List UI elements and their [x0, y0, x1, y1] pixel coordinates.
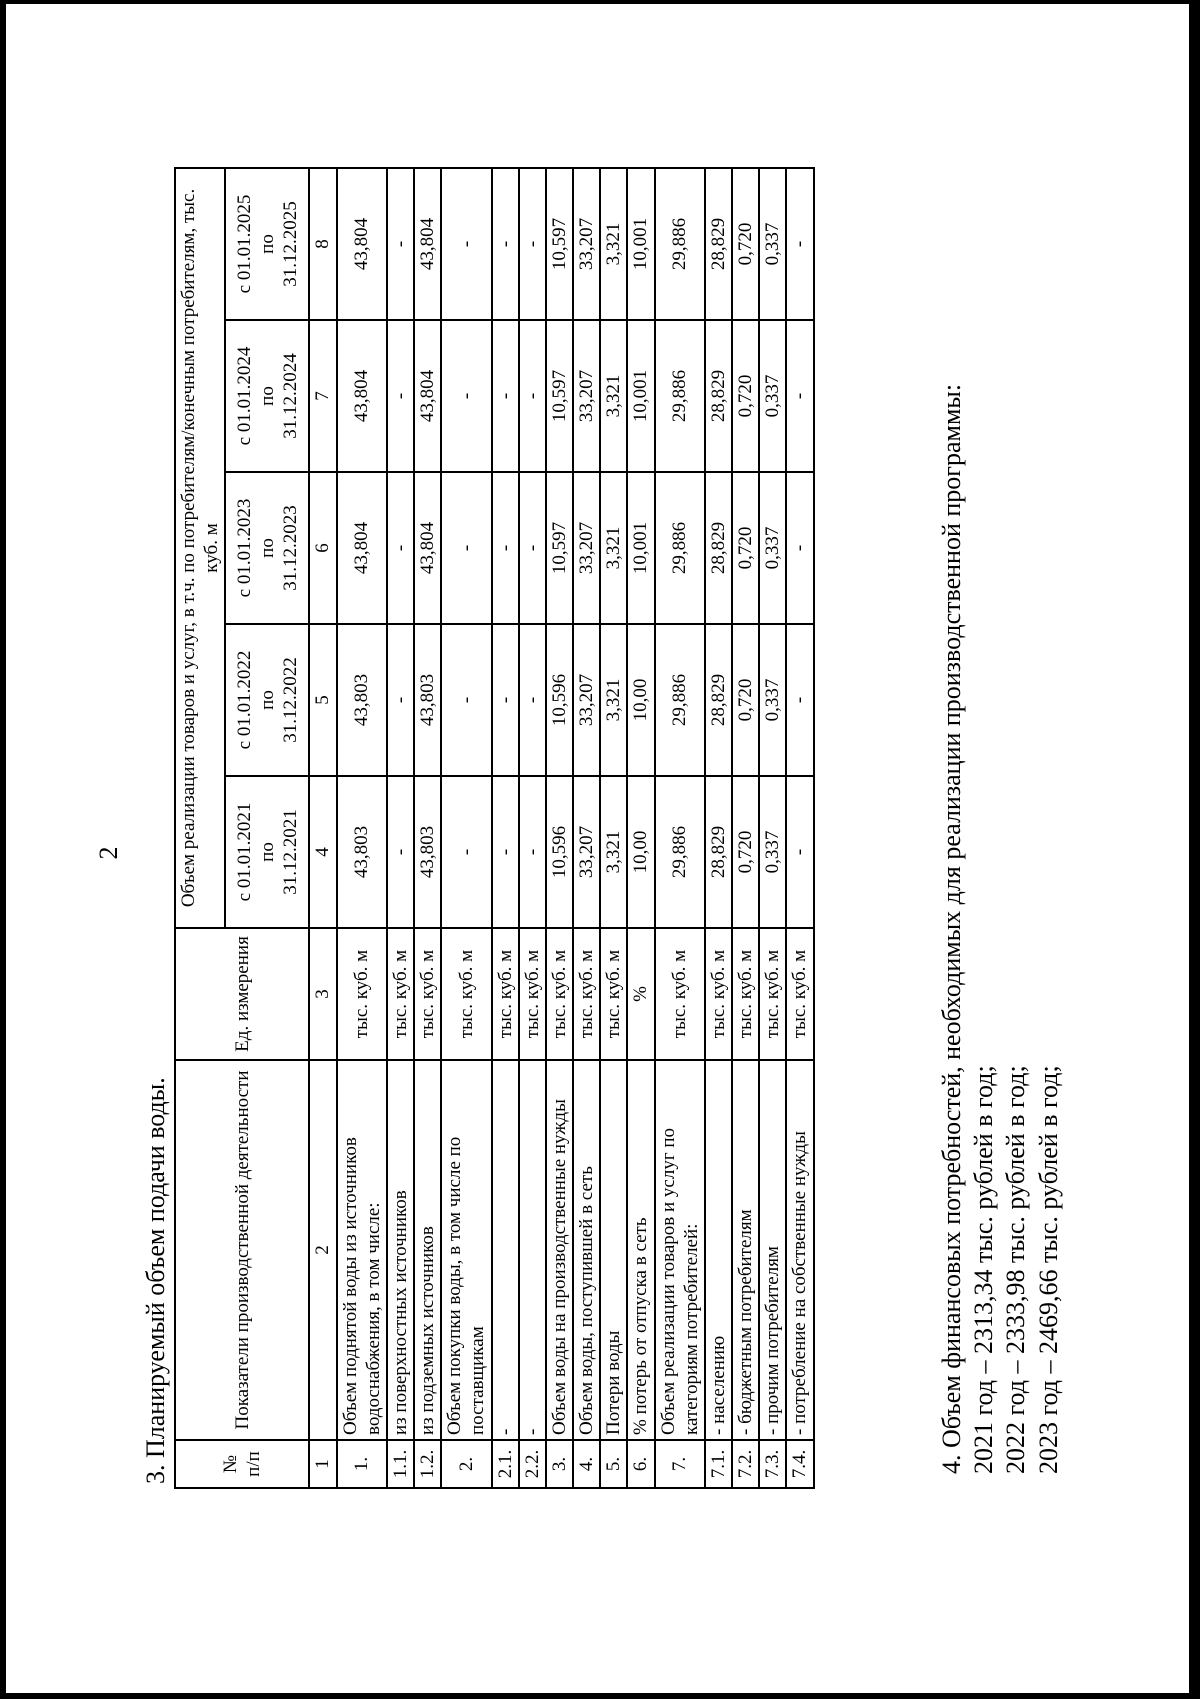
row-value: 0,337: [759, 624, 786, 776]
row-value: 10,00: [627, 776, 654, 928]
finance-line: 2021 год – 2313,34 тыс. рублей в год;: [969, 1065, 999, 1474]
period-to: 31.12.2023: [279, 505, 301, 591]
table-row: [600, 168, 627, 1488]
row-unit: тыс. куб. м: [387, 928, 414, 1060]
row-value: 3,321: [600, 776, 627, 928]
row-value: 10,00: [627, 624, 654, 776]
row-value: 28,829: [705, 472, 732, 624]
row-value: -: [519, 776, 546, 928]
period-from: с 01.01.2022: [233, 650, 255, 750]
row-number: 7.4.: [786, 1440, 813, 1488]
row-unit: тыс. куб. м: [337, 928, 387, 1060]
row-value: 0,337: [759, 472, 786, 624]
row-indicator: -: [492, 1060, 519, 1440]
row-value: 10,597: [546, 472, 573, 624]
row-number: 1.1.: [387, 1440, 414, 1488]
period-mid: по: [256, 842, 278, 862]
row-number: 2.: [441, 1440, 491, 1488]
row-value: 10,001: [627, 168, 654, 320]
row-value: 43,803: [414, 624, 441, 776]
row-number: 1.: [337, 1440, 387, 1488]
row-indicator: - потребление на собственные нужды: [786, 1060, 813, 1440]
row-value: 29,886: [655, 472, 705, 624]
row-unit: тыс. куб. м: [519, 928, 546, 1060]
row-indicator: - бюджетным потребителям: [732, 1060, 759, 1440]
row-number: 7.: [655, 1440, 705, 1488]
row-value: -: [786, 472, 813, 624]
header-period: [225, 472, 309, 624]
row-value: -: [387, 472, 414, 624]
period-to: 31.12.2024: [279, 353, 301, 439]
table-row: [732, 168, 759, 1488]
row-indicator: из подземных источников: [414, 1060, 441, 1440]
row-value: 10,596: [546, 776, 573, 928]
table-row: [573, 168, 600, 1488]
row-value: -: [441, 168, 491, 320]
table-row: [627, 168, 654, 1488]
row-number: 5.: [600, 1440, 627, 1488]
header-period: [225, 624, 309, 776]
row-value: -: [441, 472, 491, 624]
row-value: -: [441, 776, 491, 928]
column-number: 2: [309, 1060, 336, 1440]
period-mid: по: [256, 234, 278, 254]
column-number: 1: [309, 1440, 336, 1488]
row-indicator: из поверхностных источников: [387, 1060, 414, 1440]
row-number: 7.3.: [759, 1440, 786, 1488]
column-number: 8: [309, 168, 336, 320]
row-number: 7.2.: [732, 1440, 759, 1488]
row-unit: тыс. куб. м: [414, 928, 441, 1060]
row-value: 43,804: [337, 320, 387, 472]
header-period: [225, 320, 309, 472]
finance-line: 2022 год – 2333,98 тыс. рублей в год;: [1001, 1065, 1031, 1474]
row-value: -: [492, 168, 519, 320]
row-indicator: % потерь от отпуска в сеть: [627, 1060, 654, 1440]
period-mid: по: [256, 538, 278, 558]
row-value: -: [519, 472, 546, 624]
table-row: [337, 168, 387, 1488]
row-value: 43,804: [337, 168, 387, 320]
row-indicator: Объем реализации товаров и услуг по категориям потребителей:: [655, 1060, 705, 1440]
row-value: 29,886: [655, 776, 705, 928]
row-value: 10,596: [546, 624, 573, 776]
row-value: 10,001: [627, 320, 654, 472]
row-value: 28,829: [705, 168, 732, 320]
row-value: 43,804: [414, 472, 441, 624]
row-value: -: [492, 624, 519, 776]
row-value: 43,804: [414, 320, 441, 472]
row-value: -: [387, 320, 414, 472]
page-number: 2: [94, 846, 123, 860]
row-indicator: - населению: [705, 1060, 732, 1440]
table-row: [705, 168, 732, 1488]
row-value: 28,829: [705, 624, 732, 776]
period-to: 31.12.2022: [279, 657, 301, 743]
table-row: [387, 168, 414, 1488]
row-value: -: [387, 776, 414, 928]
header-num: № п/п: [175, 1440, 309, 1488]
row-value: -: [786, 776, 813, 928]
row-value: 29,886: [655, 624, 705, 776]
row-value: 33,207: [573, 472, 600, 624]
row-unit: тыс. куб. м: [786, 928, 813, 1060]
table-row: [441, 168, 491, 1488]
period-mid: по: [256, 386, 278, 406]
row-unit: тыс. куб. м: [732, 928, 759, 1060]
row-value: 3,321: [600, 168, 627, 320]
row-value: -: [492, 472, 519, 624]
row-indicator: -: [519, 1060, 546, 1440]
row-value: 0,337: [759, 168, 786, 320]
row-value: 28,829: [705, 320, 732, 472]
row-unit: тыс. куб. м: [759, 928, 786, 1060]
row-value: 3,321: [600, 472, 627, 624]
period-from: с 01.01.2025: [233, 194, 255, 294]
row-unit: тыс. куб. м: [546, 928, 573, 1060]
row-indicator: - прочим потребителям: [759, 1060, 786, 1440]
row-number: 6.: [627, 1440, 654, 1488]
column-number: 6: [309, 472, 336, 624]
row-value: 10,597: [546, 320, 573, 472]
row-value: 10,001: [627, 472, 654, 624]
row-value: 43,803: [414, 776, 441, 928]
row-value: -: [519, 320, 546, 472]
row-value: 33,207: [573, 168, 600, 320]
column-number: 4: [309, 776, 336, 928]
period-to: 31.12.2021: [279, 809, 301, 895]
row-value: -: [492, 320, 519, 472]
row-value: 33,207: [573, 624, 600, 776]
row-value: -: [786, 168, 813, 320]
period-from: с 01.01.2024: [233, 346, 255, 446]
row-value: 0,720: [732, 776, 759, 928]
table-row: [519, 168, 546, 1488]
table-row: [759, 168, 786, 1488]
row-value: -: [441, 320, 491, 472]
row-value: -: [519, 168, 546, 320]
table-row: [492, 168, 519, 1488]
row-value: 0,720: [732, 168, 759, 320]
row-indicator: Объем поднятой воды из источников водоснабжения, в том числе:: [337, 1060, 387, 1440]
row-number: 4.: [573, 1440, 600, 1488]
row-value: -: [786, 624, 813, 776]
row-value: 43,803: [337, 776, 387, 928]
row-number: 3.: [546, 1440, 573, 1488]
row-value: 29,886: [655, 168, 705, 320]
header-indicator: Показатели производственной деятельности: [175, 1060, 309, 1440]
header-period: [225, 168, 309, 320]
row-value: 0,337: [759, 776, 786, 928]
column-number: 7: [309, 320, 336, 472]
row-unit: %: [627, 928, 654, 1060]
row-unit: тыс. куб. м: [492, 928, 519, 1060]
row-value: 3,321: [600, 624, 627, 776]
period-from: с 01.01.2021: [233, 802, 255, 902]
header-period: [225, 776, 309, 928]
row-unit: тыс. куб. м: [600, 928, 627, 1060]
row-value: -: [519, 624, 546, 776]
row-number: 2.1.: [492, 1440, 519, 1488]
row-indicator: Потери воды: [600, 1060, 627, 1440]
row-value: 43,804: [337, 472, 387, 624]
section-title: 3. Планируемый объем подачи воды.: [141, 1077, 170, 1484]
column-number: 3: [309, 928, 336, 1060]
row-value: -: [387, 168, 414, 320]
row-value: 28,829: [705, 776, 732, 928]
row-value: 3,321: [600, 320, 627, 472]
row-value: 10,597: [546, 168, 573, 320]
row-value: 0,720: [732, 624, 759, 776]
row-value: 0,337: [759, 320, 786, 472]
row-value: 0,720: [732, 472, 759, 624]
header-unit: Ед. измерения: [175, 928, 309, 1060]
table-row: [546, 168, 573, 1488]
table-row: [786, 168, 813, 1488]
row-indicator: Объем воды, поступившей в сеть: [573, 1060, 600, 1440]
table-row: [655, 168, 705, 1488]
row-value: 33,207: [573, 776, 600, 928]
document-page: [6, 4, 1189, 1693]
column-number: 5: [309, 624, 336, 776]
row-number: 7.1.: [705, 1440, 732, 1488]
row-unit: тыс. куб. м: [655, 928, 705, 1060]
rotated-content: [6, 4, 1189, 1693]
row-number: 2.2.: [519, 1440, 546, 1488]
row-value: 0,720: [732, 320, 759, 472]
period-to: 31.12.2025: [279, 201, 301, 287]
finance-section: [936, 384, 1065, 1474]
finance-line: 2023 год – 2469,66 тыс. рублей в год;: [1033, 1065, 1063, 1474]
period-from: с 01.01.2023: [233, 498, 255, 598]
row-value: 43,804: [414, 168, 441, 320]
table-row: [414, 168, 441, 1488]
row-value: -: [387, 624, 414, 776]
water-supply-table: [174, 167, 815, 1489]
row-value: -: [492, 776, 519, 928]
finance-title: 4. Объем финансовых потребностей, необходимых для реализации производственной программы:: [937, 383, 966, 1474]
row-indicator: Объем воды на производственные нужды: [546, 1060, 573, 1440]
row-number: 1.2.: [414, 1440, 441, 1488]
row-value: -: [786, 320, 813, 472]
row-unit: тыс. куб. м: [441, 928, 491, 1060]
row-value: 33,207: [573, 320, 600, 472]
row-indicator: Объем покупки воды, в том числе по поставщикам: [441, 1060, 491, 1440]
row-value: -: [441, 624, 491, 776]
header-group: Объем реализации товаров и услуг, в т.ч. по потребителям/конечным потребителям, тыс. куб. м: [175, 168, 225, 928]
row-unit: тыс. куб. м: [705, 928, 732, 1060]
period-mid: по: [256, 690, 278, 710]
row-value: 29,886: [655, 320, 705, 472]
row-value: 43,803: [337, 624, 387, 776]
row-unit: тыс. куб. м: [573, 928, 600, 1060]
